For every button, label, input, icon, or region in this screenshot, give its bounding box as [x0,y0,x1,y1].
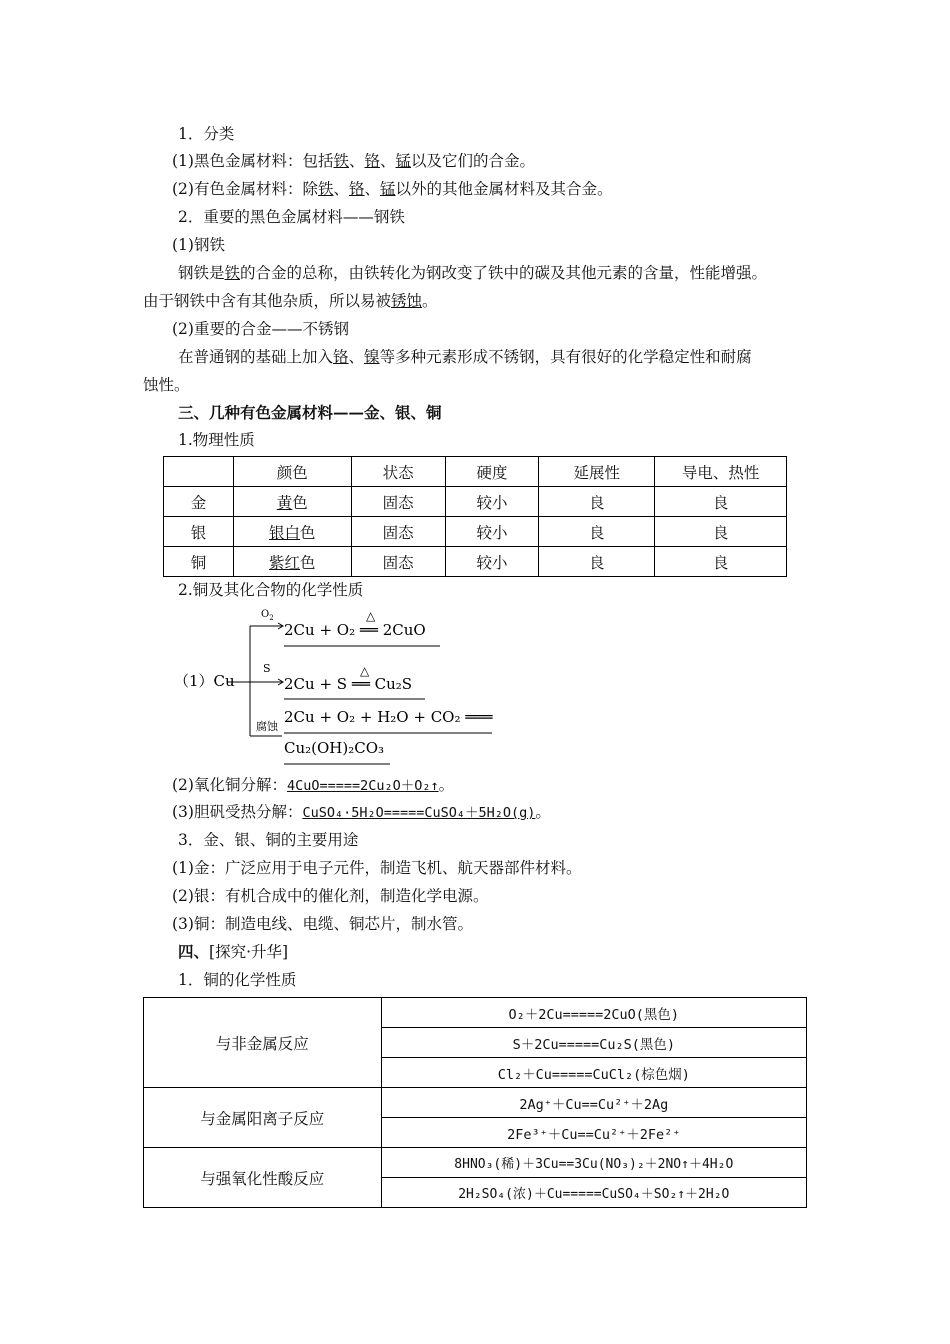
table-cell: S＋2Cu=====Cu₂S(黑色) [381,1028,806,1058]
copper-chem-title: 1．铜的化学性质 [178,971,297,989]
diagram-cu-label: （1）Cu [174,672,235,690]
colored-metal-line: (2)有色金属材料：除铁、铬、锰以外的其他金属材料及其合金。 [172,180,613,198]
stainless-paragraph: 在普通钢的基础上加入铬、镍等多种元素形成不锈钢，具有很好的化学稳定性和耐腐 [178,348,752,366]
copper-reaction-diagram [170,600,510,770]
reaction-cu-o2: 2Cu + O₂ ══ 2CuO [284,621,426,639]
table-cell: 固态 [351,517,445,547]
steel-paragraph-1: 钢铁是铁的合金的总称，由铁转化为钢改变了铁中的碳及其他元素的含量，性能增强。 [178,264,768,282]
table-cell: 2Fe³⁺＋Cu==Cu²⁺＋2Fe²⁺ [381,1118,806,1148]
table-cell: 紫红色 [233,547,351,577]
stainless-paragraph-cont: 蚀性。 [143,376,190,394]
cuo-decomposition-line: (2)氧化铜分解：4CuO=====2Cu₂O＋O₂↑。 [172,776,455,794]
explore-section-title: 四、[探究·升华] [178,942,289,961]
table-cell: 8HNO₃(稀)＋3Cu==3Cu(NO₃)₂＋2NO↑＋4H₂O [381,1148,806,1178]
steel-paragraph-2: 由于钢铁中含有其他杂质，所以易被锈蚀。 [143,292,438,310]
section-classification-title: 1．分类 [178,125,235,143]
stainless-subtitle: (2)重要的合金——不锈钢 [172,320,349,338]
table-header: 状态 [351,457,445,487]
table-cell: O₂＋2Cu=====2CuO(黑色) [381,998,806,1028]
table-cell: 银 [164,517,234,547]
table-row [164,487,787,517]
silver-use-line: (2)银：有机合成中的催化剂，制造化学电源。 [172,887,489,905]
bluevitriol-decomposition-line: (3)胆矾受热分解：CuSO₄·5H₂O=====CuSO₄＋5H₂O(g)。 [172,803,551,821]
o2-condition-label: $O_2$ [261,609,274,622]
table-group-label: 与非金属反应 [144,998,382,1088]
table-row [144,998,807,1028]
table-row [144,1088,807,1118]
reaction-cu-s: 2Cu + S ══ Cu₂S [284,675,413,693]
black-metal-line: (1)黑色金属材料：包括铁、铬、锰以及它们的合金。 [172,152,536,170]
table-cell: 较小 [445,517,539,547]
chemical-properties-title: 2.铜及其化合物的化学性质 [178,581,364,599]
table-row [164,547,787,577]
table-cell: 黄色 [233,487,351,517]
table-cell: 铜 [164,547,234,577]
table-header [164,457,234,487]
uses-title: 3．金、银、铜的主要用途 [178,831,359,849]
table-cell: 良 [539,487,655,517]
copper-use-line: (3)铜：制造电线、电缆、铜芯片，制水管。 [172,915,473,933]
table-row [144,1148,807,1178]
table-group-label: 与金属阳离子反应 [144,1088,382,1148]
table-group-label: 与强氧化性酸反应 [144,1148,382,1208]
nonferrous-section-title: 三、几种有色金属材料——金、银、铜 [178,403,442,422]
table-cell: 良 [655,547,787,577]
steel-subtitle: (1)钢铁 [172,236,225,254]
table-header: 导电、热性 [655,457,787,487]
table-cell: Cl₂＋Cu=====CuCl₂(棕色烟) [381,1058,806,1088]
table-cell: 较小 [445,487,539,517]
table-cell: 良 [539,547,655,577]
heat-symbol-2: △ [360,664,370,678]
table-row [164,517,787,547]
reaction-corrosion-a: 2Cu + O₂ + H₂O + CO₂ ═══ [284,708,493,726]
steel-section-title: 2．重要的黑色金属材料——钢铁 [178,208,405,226]
table-cell: 良 [539,517,655,547]
copper-reactions-table [143,997,807,1208]
reaction-corrosion-b: Cu₂(OH)₂CO₃ [284,739,385,757]
table-cell: 2Ag⁺＋Cu==Cu²⁺＋2Ag [381,1088,806,1118]
table-cell: 金 [164,487,234,517]
table-cell: 固态 [351,547,445,577]
table-header-row [164,457,787,487]
table-header: 颜色 [233,457,351,487]
physical-properties-title: 1.物理性质 [178,431,255,449]
table-header: 延展性 [539,457,655,487]
gold-use-line: (1)金：广泛应用于电子元件，制造飞机、航天器部件材料。 [172,859,582,877]
table-cell: 较小 [445,547,539,577]
table-cell: 良 [655,487,787,517]
table-cell: 良 [655,517,787,547]
corrosion-condition-label: 腐蚀 [256,720,278,733]
table-cell: 银白色 [233,517,351,547]
table-cell: 固态 [351,487,445,517]
table-header: 硬度 [445,457,539,487]
table-cell: 2H₂SO₄(浓)＋Cu=====CuSO₄＋SO₂↑＋2H₂O [381,1178,806,1208]
s-condition-label: S [263,662,271,675]
physical-properties-table [163,456,787,577]
heat-symbol-1: △ [366,609,376,623]
